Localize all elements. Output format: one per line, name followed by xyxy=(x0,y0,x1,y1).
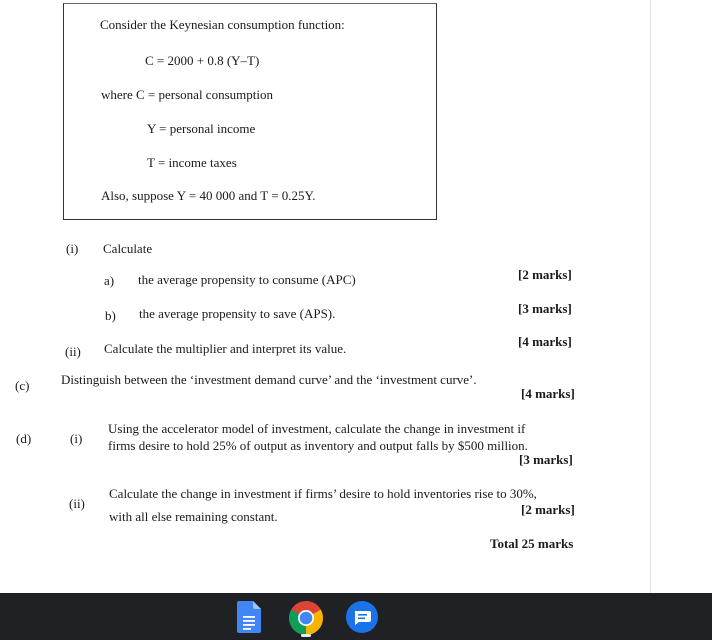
part-d-ii-marks: [2 marks] xyxy=(521,502,575,517)
part-d-ii-line1: Calculate the change in investment if firms’ desire to hold inventories rise to 30%, xyxy=(109,486,537,501)
consumption-equation: C = 2000 + 0.8 (Y–T) xyxy=(145,53,260,68)
part-i-title: Calculate xyxy=(103,241,153,256)
box-intro: Consider the Keynesian consumption function: xyxy=(100,17,345,32)
messages-icon[interactable] xyxy=(346,601,378,633)
page-edge-divider xyxy=(650,0,651,593)
part-c-marks: [4 marks] xyxy=(521,386,575,401)
part-ii-marks: [4 marks] xyxy=(518,334,572,349)
part-b-label: b) xyxy=(105,308,116,323)
part-b-marks: [3 marks] xyxy=(518,301,572,316)
part-b-text: the average propensity to save (APS). xyxy=(139,306,336,321)
part-d-label: (d) xyxy=(16,431,32,446)
part-d-i-line1: Using the accelerator model of investment, calculate the change in investment if xyxy=(108,421,526,436)
part-a-marks: [2 marks] xyxy=(518,267,572,282)
part-d-ii-number: (ii) xyxy=(69,496,85,511)
where-definition: where C = personal consumption xyxy=(101,87,273,102)
part-c-label: (c) xyxy=(15,378,30,393)
total-marks: Total 25 marks xyxy=(490,536,574,551)
y-definition: Y = personal income xyxy=(147,121,256,136)
part-a-label: a) xyxy=(104,273,115,288)
part-c-text: Distinguish between the ‘investment demand curve’ and the ‘investment curve’. xyxy=(61,372,477,387)
part-d-i-marks: [3 marks] xyxy=(519,452,573,467)
part-a-text: the average propensity to consume (APC) xyxy=(138,272,356,287)
part-d-i-number: (i) xyxy=(70,431,83,446)
chrome-active-indicator xyxy=(301,634,311,637)
part-d-ii-line2: with all else remaining constant. xyxy=(109,509,278,524)
part-i-number: (i) xyxy=(66,241,79,256)
t-definition: T = income taxes xyxy=(147,155,237,170)
part-ii-number: (ii) xyxy=(65,344,81,359)
chrome-icon[interactable] xyxy=(288,600,324,636)
google-docs-icon[interactable] xyxy=(237,601,261,633)
also-suppose: Also, suppose Y = 40 000 and T = 0.25Y. xyxy=(101,188,316,203)
part-ii-text: Calculate the multiplier and interpret its value. xyxy=(104,341,347,356)
part-d-i-line2: firms desire to hold 25% of output as inventory and output falls by $500 million. xyxy=(108,438,528,453)
